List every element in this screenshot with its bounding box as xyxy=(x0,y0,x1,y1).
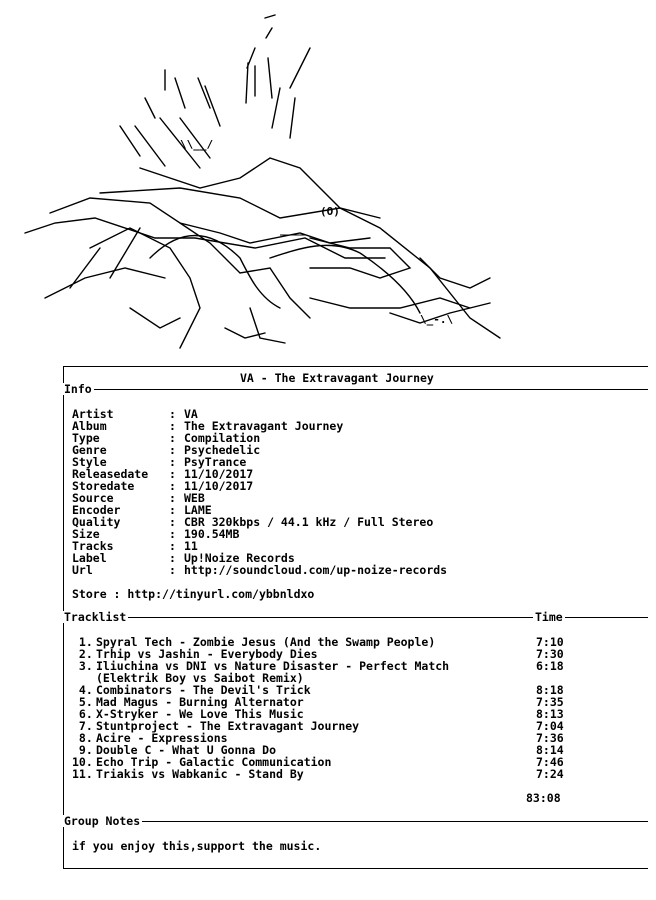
svg-text:(O): (O) xyxy=(320,205,340,218)
info-value: 190.54MB xyxy=(184,527,240,541)
top-border xyxy=(63,366,648,367)
info-label: Quality xyxy=(72,515,121,529)
info-colon: : xyxy=(169,515,176,529)
info-value: 11 xyxy=(184,539,198,553)
info-label: Album xyxy=(72,419,107,433)
track-title: X-Stryker - We Love This Music xyxy=(96,707,304,721)
info-heading: Info xyxy=(64,382,92,396)
info-label: Encoder xyxy=(72,503,121,517)
svg-text:\_-.\: \_-.\ xyxy=(420,313,454,326)
info-label: Source xyxy=(72,491,114,505)
track-title: Spyral Tech - Zombie Jesus (And the Swamp People) xyxy=(96,635,436,649)
info-label: Artist xyxy=(72,407,114,421)
track-time: 7:30 xyxy=(536,647,564,661)
store-url[interactable]: http://tinyurl.com/ybbnldxo xyxy=(127,587,315,601)
track-title: Triakis vs Wabkanic - Stand By xyxy=(96,767,304,781)
total-time: 83:08 xyxy=(526,791,561,805)
info-colon: : xyxy=(169,443,176,457)
tracklist-heading: Tracklist xyxy=(64,610,127,624)
track-title: Trhip vs Jashin - Everybody Dies xyxy=(96,647,318,661)
track-time: 7:46 xyxy=(536,755,564,769)
info-colon: : xyxy=(169,539,176,553)
info-colon: : xyxy=(169,503,176,517)
info-label: Label xyxy=(72,551,107,565)
release-title: VA - The Extravagant Journey xyxy=(240,371,434,385)
track-title: Double C - What U Gonna Do xyxy=(96,743,277,757)
store-label: Store xyxy=(72,587,107,601)
bottom-border xyxy=(63,868,648,869)
info-colon: : xyxy=(169,491,176,505)
track-number: 1. xyxy=(72,635,93,649)
track-time: 6:18 xyxy=(536,659,564,673)
info-label: Url xyxy=(72,563,93,577)
info-value: PsyTrance xyxy=(184,455,247,469)
track-title: Combinators - The Devil's Trick xyxy=(96,683,311,697)
group-notes-text: if you enjoy this,support the music. xyxy=(72,839,322,853)
track-time: 8:18 xyxy=(536,683,564,697)
ascii-art-logo xyxy=(10,8,510,353)
info-value: 11/10/2017 xyxy=(184,479,254,493)
info-value: Compilation xyxy=(184,431,261,445)
time-heading: Time xyxy=(535,610,563,624)
info-label: Style xyxy=(72,455,107,469)
info-value[interactable]: http://soundcloud.com/up-noize-records xyxy=(184,563,448,577)
info-colon: : xyxy=(169,527,176,541)
track-title: (Elektrik Boy vs Saibot Remix) xyxy=(96,671,304,685)
info-value: LAME xyxy=(184,503,212,517)
info-colon: : xyxy=(169,563,176,577)
info-colon: : xyxy=(169,551,176,565)
track-number: 6. xyxy=(72,707,93,721)
svg-text:\\__/: \\__/ xyxy=(180,138,214,151)
track-number: 7. xyxy=(72,719,93,733)
info-value: Up!Noize Records xyxy=(184,551,295,565)
info-value: Psychedelic xyxy=(184,443,261,457)
track-number: 4. xyxy=(72,683,93,697)
track-time: 7:35 xyxy=(536,695,564,709)
info-label: Releasedate xyxy=(72,467,149,481)
info-colon: : xyxy=(169,407,176,421)
track-title: Acire - Expressions xyxy=(96,731,228,745)
info-value: VA xyxy=(184,407,198,421)
info-value: CBR 320kbps / 44.1 kHz / Full Stereo xyxy=(184,515,434,529)
group-notes-heading: Group Notes xyxy=(64,814,141,828)
info-colon: : xyxy=(169,467,176,481)
info-label: Storedate xyxy=(72,479,135,493)
track-number: 9. xyxy=(72,743,93,757)
track-title: Stuntproject - The Extravagant Journey xyxy=(96,719,360,733)
info-colon: : xyxy=(169,431,176,445)
track-time: 7:24 xyxy=(536,767,564,781)
track-number: 2. xyxy=(72,647,93,661)
track-time: 7:04 xyxy=(536,719,564,733)
info-label: Tracks xyxy=(72,539,114,553)
info-value: The Extravagant Journey xyxy=(184,419,344,433)
info-value: WEB xyxy=(184,491,205,505)
info-divider xyxy=(63,389,648,390)
track-number: 3. xyxy=(72,659,93,673)
info-label: Size xyxy=(72,527,100,541)
info-colon: : xyxy=(169,419,176,433)
track-title: Mad Magus - Burning Alternator xyxy=(96,695,304,709)
track-time: 7:10 xyxy=(536,635,564,649)
track-time: 8:14 xyxy=(536,743,564,757)
store-line: Store : http://tinyurl.com/ybbnldxo xyxy=(72,587,315,601)
info-colon: : xyxy=(169,455,176,469)
track-number: 11. xyxy=(72,767,93,781)
track-number: 10. xyxy=(72,755,93,769)
track-title: Iliuchina vs DNI vs Nature Disaster - Perfect Match xyxy=(96,659,450,673)
track-title: Echo Trip - Galactic Communication xyxy=(96,755,332,769)
svg-text:____: ____ xyxy=(280,223,307,236)
info-value: 11/10/2017 xyxy=(184,467,254,481)
track-time: 8:13 xyxy=(536,707,564,721)
info-label: Genre xyxy=(72,443,107,457)
notes-divider xyxy=(63,821,648,822)
track-number: 8. xyxy=(72,731,93,745)
info-colon: : xyxy=(169,479,176,493)
track-time: 7:36 xyxy=(536,731,564,745)
info-label: Type xyxy=(72,431,100,445)
track-number: 5. xyxy=(72,695,93,709)
